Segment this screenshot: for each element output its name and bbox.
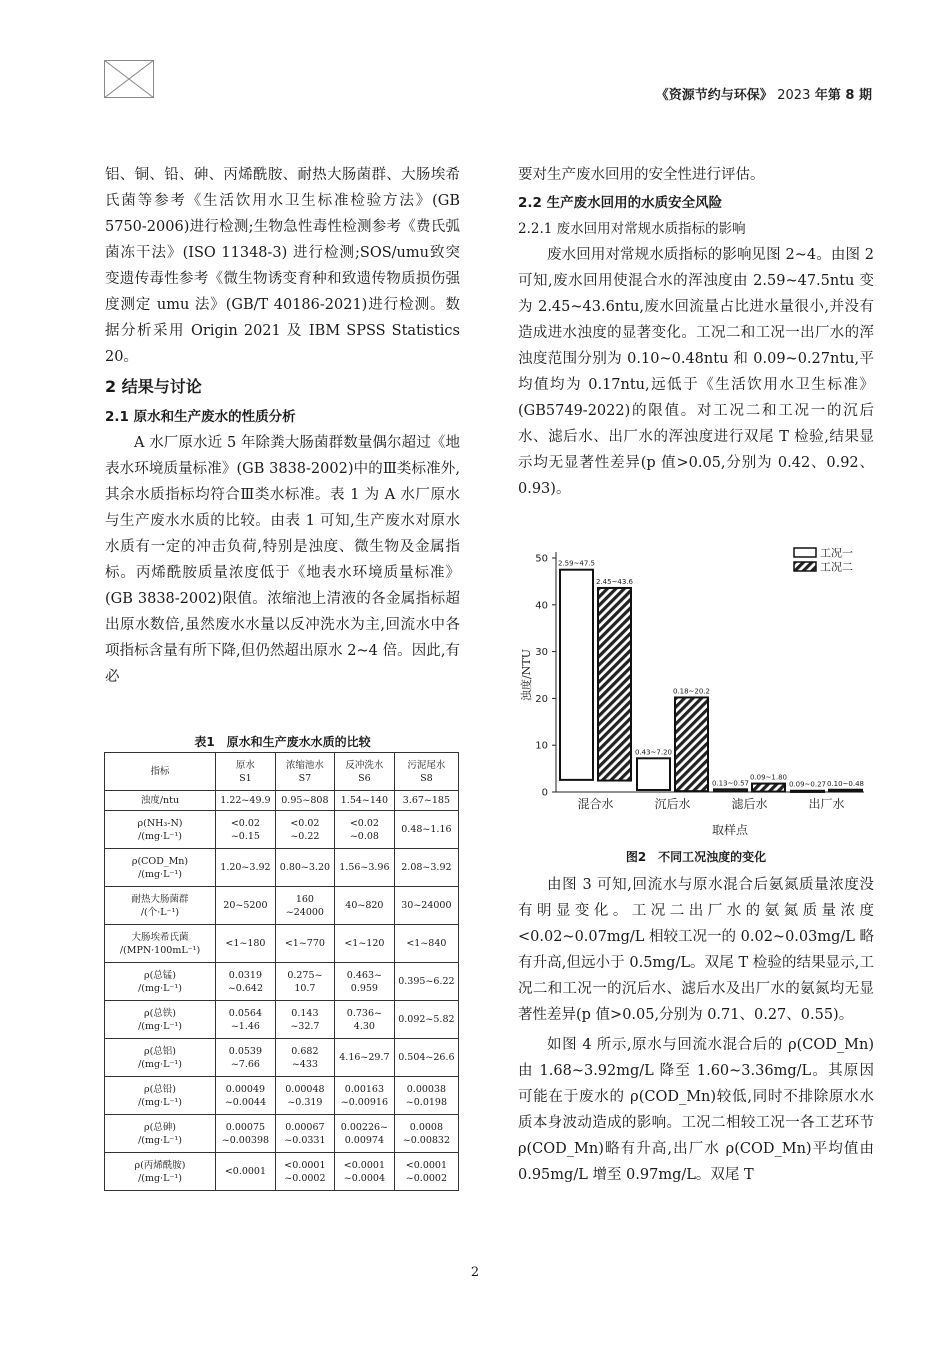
table-cell-indicator: ρ(总铅) /(mg·L⁻¹)	[105, 1077, 216, 1115]
bar-data-label: 0.13~0.57	[711, 779, 750, 788]
table-row	[105, 1115, 459, 1153]
table-cell-indicator: ρ(总锰) /(mg·L⁻¹)	[105, 963, 216, 1001]
bar-data-label: 0.18~20.2	[672, 687, 711, 696]
x-tick-label: 混合水	[577, 797, 614, 811]
table-header-indicator: 指标	[105, 753, 216, 791]
table-cell-value: <1~840	[394, 925, 458, 963]
table-cell-value: <0.02 ~0.15	[216, 811, 276, 849]
table-cell-indicator: ρ(总铝) /(mg·L⁻¹)	[105, 1039, 216, 1077]
table-row	[105, 1153, 459, 1191]
table-cell-value: 0.00163 ~0.00916	[334, 1077, 394, 1115]
table-cell-value: 0.00038 ~0.0198	[394, 1077, 458, 1115]
left-column	[105, 162, 460, 690]
figure-caption: 图2 不同工况浊度的变化	[625, 850, 767, 864]
bar-condition1	[560, 570, 593, 780]
y-tick-label: 10	[535, 740, 548, 752]
table-cell-value: 0.00067 ~0.0331	[275, 1115, 334, 1153]
x-tick-label: 出厂水	[808, 797, 845, 811]
table-row	[105, 1077, 459, 1115]
table-cell-value: 2.08~3.92	[394, 849, 458, 887]
table-cell-indicator: ρ(COD_Mn) /(mg·L⁻¹)	[105, 849, 216, 887]
legend-swatch	[794, 562, 816, 571]
table-cell-value: 0.00049 ~0.0044	[216, 1077, 276, 1115]
bar-data-label: 0.09~0.27	[788, 780, 827, 789]
table-cell-indicator: ρ(总铁) /(mg·L⁻¹)	[105, 1001, 216, 1039]
bar-condition1	[791, 791, 824, 792]
table-cell-value: 0.275~ 10.7	[275, 963, 334, 1001]
table-cell-value: 0.143 ~32.7	[275, 1001, 334, 1039]
right-column	[518, 162, 874, 502]
right-paragraph-ammonia: 由图 3 可知,回流水与原水混合后氨氮质量浓度没有明显变化。工况二出厂水的氨氮质量浓度<0.02~0.07mg/L 相较工况一的 0.02~0.03mg/L 略有升高,但远小于 0.5mg/L。双尾 T 检验的结果显示,工况二和工况一的沉后水、滤后水及出厂水的氨氮均无显著性差异(p 值>0.05,分别为 0.71、0.27、0.55)。	[518, 877, 875, 1023]
table-cell-value: 0.092~5.82	[394, 1001, 458, 1039]
x-axis-label: 取样点	[711, 823, 749, 837]
table-cell-value: 0.0319 ~0.642	[216, 963, 276, 1001]
table-cell-value: 0.0008 ~0.00832	[394, 1115, 458, 1153]
table-cell-indicator: 浊度/ntu	[105, 791, 216, 811]
right-column-lower	[518, 872, 874, 1188]
table-cell-value: 1.20~3.92	[216, 849, 276, 887]
y-tick-label: 20	[535, 693, 548, 705]
table-cell-value: 20~5200	[216, 887, 276, 925]
subsection-heading-2-1: 2.1 原水和生产废水的性质分析	[105, 409, 296, 425]
y-tick-label: 50	[535, 553, 548, 565]
bar-data-label: 2.45~43.6	[595, 577, 634, 586]
table-row	[105, 963, 459, 1001]
right-paragraph-continuation: 要对生产废水回用的安全性进行评估。	[518, 167, 765, 183]
table-cell-value: 0.504~26.6	[394, 1039, 458, 1077]
y-axis-label: 浊度/NTU	[520, 649, 533, 701]
table-header-row	[105, 753, 459, 791]
bar-condition2	[752, 784, 785, 792]
table-header-thickener-water: 浓缩池水 S7	[275, 753, 334, 791]
table-cell-value: <0.0001	[216, 1153, 276, 1191]
table-cell-value: 1.22~49.9	[216, 791, 276, 811]
right-paragraph-cod: 如图 4 所示,原水与回流水混合后的 ρ(COD_Mn)由 1.68~3.92mg/L 降至 1.60~3.36mg/L。其原因可能在于废水的 ρ(COD_Mn)较低,同时不排除原水水质本身波动造成的影响。工况二相较工况一各工艺环节 ρ(COD_Mn)略有升高,出厂水 ρ(COD_Mn)平均值由 0.95mg/L 增至 0.97mg/L。双尾 T	[518, 1037, 874, 1183]
table-cell-value: 4.16~29.7	[334, 1039, 394, 1077]
table-cell-value: <0.02 ~0.22	[275, 811, 334, 849]
x-tick-label: 沉后水	[654, 797, 691, 811]
bar-data-label: 0.09~1.80	[749, 773, 788, 782]
table-header-backwash-water: 反冲洗水 S6	[334, 753, 394, 791]
bar-data-label: 2.59~47.5	[557, 559, 596, 568]
table-cell-indicator: 耐热大肠菌群 /(个·L⁻¹)	[105, 887, 216, 925]
bar-condition2	[829, 790, 862, 792]
journal-name: 《资源节约与环保》	[655, 88, 773, 103]
bar-data-label: 0.43~7.20	[634, 748, 673, 757]
table-header-raw-water: 原水 S1	[216, 753, 276, 791]
table-cell-value: 30~24000	[394, 887, 458, 925]
table-row	[105, 925, 459, 963]
section-heading-results: 2 结果与讨论	[105, 377, 202, 396]
table-cell-value: 0.682 ~433	[275, 1039, 334, 1077]
table-cell-indicator: ρ(丙烯酰胺) /(mg·L⁻¹)	[105, 1153, 216, 1191]
journal-logo-placeholder	[104, 60, 154, 98]
table-cell-indicator: ρ(总砷) /(mg·L⁻¹)	[105, 1115, 216, 1153]
table-cell-value: <1~120	[334, 925, 394, 963]
left-paragraph-methods: 铝、铜、铅、砷、丙烯酰胺、耐热大肠菌群、大肠埃希氏菌等参考《生活饮用水卫生标准检验方法》(GB 5750-2006)进行检测;生物急性毒性检测参考《费氏弧菌冻干法》(ISO 11348-3) 进行检测;SOS/umu致突变遗传毒性参考《微生物诱变育种和致遗传物质损伤强度测定 umu 法》(GB/T 40186-2021)进行检测。数据分析采用 Origin 2021 及 IBM SPSS Statistics 20。	[105, 167, 460, 365]
table-cell-value: 0.80~3.20	[275, 849, 334, 887]
right-paragraph-turbidity: 废水回用对常规水质指标的影响见图 2~4。由图 2 可知,废水回用使混合水的浑浊度由 2.59~47.5ntu 变为 2.45~43.6ntu,废水回流量占比进水量很小,并没有造成进水浊度的显著变化。工况二和工况一出厂水的浑浊度范围分别为 0.10~0.48ntu 和 0.09~0.27ntu,平均值均为 0.17ntu,远低于《生活饮用水卫生标准》(GB5749-2022)的限值。对工况二和工况一的沉后水、滤后水、出厂水的浑浊度进行双尾 T 检验,结果显示均无显著性差异(p 值>0.05,分别为 0.42、0.92、0.93)。	[518, 247, 874, 497]
table-cell-value: 40~820	[334, 887, 394, 925]
table-cell-value: 0.95~808	[275, 791, 334, 811]
table-cell-value: 1.54~140	[334, 791, 394, 811]
table-cell-value: <0.0001 ~0.0002	[275, 1153, 334, 1191]
table-row	[105, 811, 459, 849]
x-tick-label: 滤后水	[731, 797, 768, 811]
table-row	[105, 791, 459, 811]
bar-condition1	[637, 758, 670, 790]
table-caption: 表1 原水和生产废水水质的比较	[194, 735, 371, 749]
table-row	[105, 1039, 459, 1077]
bar-condition2	[598, 588, 631, 781]
page-number: 2	[470, 1265, 480, 1280]
table-cell-value: <0.02 ~0.08	[334, 811, 394, 849]
table-cell-value: 0.00226~ 0.00974	[334, 1115, 394, 1153]
subsection-heading-2-2: 2.2 生产废水回用的水质安全风险	[518, 195, 723, 211]
table-row	[105, 887, 459, 925]
table-header-sludge-tail-water: 污泥尾水 S8	[394, 753, 458, 791]
journal-year: 2023	[777, 88, 811, 103]
journal-issue: 年第 8 期	[814, 88, 872, 103]
table-row	[105, 1001, 459, 1039]
y-tick-label: 40	[535, 600, 548, 612]
table-cell-value: 0.00075 ~0.00398	[216, 1115, 276, 1153]
legend-label: 工况二	[820, 560, 853, 574]
bar-data-label: 0.10~0.48	[826, 779, 865, 788]
table-cell-value: 0.0564 ~1.46	[216, 1001, 276, 1039]
table-cell-value: <1~770	[275, 925, 334, 963]
table-cell-value: 1.56~3.96	[334, 849, 394, 887]
bar-condition1	[714, 789, 747, 791]
table-cell-value: 0.463~ 0.959	[334, 963, 394, 1001]
table-cell-value: 0.395~6.22	[394, 963, 458, 1001]
table-cell-indicator: ρ(NH₃-N) /(mg·L⁻¹)	[105, 811, 216, 849]
bar-condition2	[675, 697, 708, 791]
table-cell-value: 0.00048 ~0.319	[275, 1077, 334, 1115]
table-cell-value: <1~180	[216, 925, 276, 963]
table-row	[105, 849, 459, 887]
y-tick-label: 30	[535, 647, 548, 659]
table-cell-value: 3.67~185	[394, 791, 458, 811]
journal-header	[656, 84, 872, 103]
left-paragraph-analysis: A 水厂原水近 5 年除粪大肠菌群数量偶尔超过《地表水环境质量标准》(GB 3838-2002)中的Ⅲ类标准外,其余水质指标均符合Ⅲ类水标准。表 1 为 A 水厂原水与生产废水水质的比较。由表 1 可知,生产废水对原水水质有一定的冲击负荷,特别是浊度、微生物及金属指标。丙烯酰胺质量浓度低于《地表水环境质量标准》(GB 3838-2002)限值。浓缩池上清液的各金属指标超出原水数倍,虽然废水水量以反冲洗水为主,回流水中各项指标含量有所下降,但仍然超出原水 2~4 倍。因此,有必	[105, 435, 460, 685]
table-cell-value: 0.0539 ~7.66	[216, 1039, 276, 1077]
legend-swatch	[794, 548, 816, 557]
turbidity-bar-chart	[518, 540, 874, 842]
table-cell-value: <0.0001 ~0.0002	[394, 1153, 458, 1191]
subsection-heading-2-2-1: 2.2.1 废水回用对常规水质指标的影响	[518, 221, 746, 237]
table-cell-value: <0.0001 ~0.0004	[334, 1153, 394, 1191]
table-cell-value: 0.736~ 4.30	[334, 1001, 394, 1039]
water-quality-table	[104, 752, 459, 1191]
table-cell-value: 160 ~24000	[275, 887, 334, 925]
table-cell-value: 0.48~1.16	[394, 811, 458, 849]
y-tick-label: 0	[541, 787, 548, 799]
legend-label: 工况一	[820, 546, 853, 560]
table-cell-indicator: 大肠埃希氏菌 /(MPN·100mL⁻¹)	[105, 925, 216, 963]
